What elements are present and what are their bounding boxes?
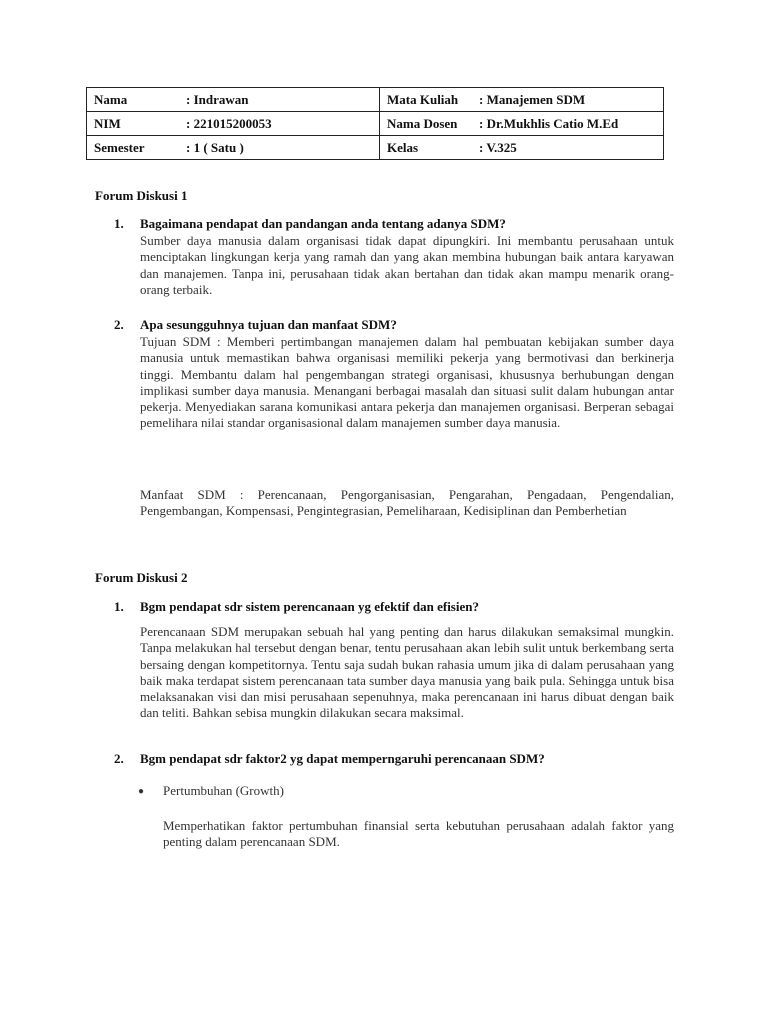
semester-label: Semester — [94, 139, 145, 155]
nama-dosen-cell — [380, 112, 664, 136]
mata-kuliah-label: Mata Kuliah — [387, 91, 459, 107]
forum-1-answer-2-tujuan: Tujuan SDM : Memberi pertimbangan manajemen dalam hal pembuatan kebijakan sumber daya manusia untuk memastikan bahwa organisasi memiliki pekerja yang bermotivasi dan berkinerja tinggi. Membantu dalam hal pengembangan strategi organisasi, khususnya berhubungan dengan implikasi sumber daya manusia. Menangani berbagai masalah dan situasi sulit dalam hubungan antar pekerja. Menyediakan sarana komunikasi antara pekerja dan manajemen organisasi. Berperan sebagai pemelihara nilai standar organisasional dalam manajemen sumber daya manusia. — [140, 334, 674, 431]
table-row — [87, 112, 664, 136]
bullet-icon: ● — [138, 786, 145, 797]
forum-2-answer-1: Perencanaan SDM merupakan sebuah hal yang penting dan harus dilakukan semaksimal mungkin. Tanpa melakukan hal tersebut dengan benar, tentu perusahaan akan lebih sulit untuk berkembang serta bersaing dengan kompetitornya. Tentu saja sudah bukan rahasia umum jika di dalam perusahaan yang baik maka terdapat sistem perencanaan tata sumber daya manusia yang baik pula. Sehingga untuk bisa melaksanakan visi dan misi perusahaan sepenuhnya, maka perencanaan ini harus dibuat dengan baik dan teliti. Bahkan sebisa mungkin dilakukan secara maksimal. — [140, 624, 674, 721]
table-row — [87, 88, 664, 112]
table-row — [87, 136, 664, 160]
question-text: Bgm pendapat sdr faktor2 yg dapat memperngaruhi perencanaan SDM? — [140, 751, 545, 766]
question-text: Bagaimana pendapat dan pandangan anda tentang adanya SDM? — [140, 216, 506, 231]
question-text: Apa sesungguhnya tujuan dan manfaat SDM? — [140, 317, 397, 332]
forum-1-question-1 — [114, 216, 674, 232]
forum-2-answer-2: Memperhatikan faktor pertumbuhan finansial serta kebutuhan perusahaan adalah faktor yang penting dalam perencanaan SDM. — [163, 818, 674, 850]
question-number: 2. — [114, 317, 124, 332]
kelas-label: Kelas — [387, 139, 419, 155]
forum-1-question-2 — [114, 317, 674, 333]
nama-cell — [87, 88, 380, 112]
nim-value: : 221015200053 — [186, 115, 272, 131]
semester-value: : 1 ( Satu ) — [186, 139, 244, 155]
nim-cell — [87, 112, 380, 136]
forum-2-bullet-item — [138, 783, 284, 799]
kelas-value: : V.325 — [479, 139, 517, 155]
kelas-cell — [380, 136, 664, 160]
student-info-table — [86, 87, 664, 160]
question-number: 2. — [114, 751, 124, 766]
forum-1-title: Forum Diskusi 1 — [95, 188, 188, 203]
nama-label: Nama — [94, 91, 128, 107]
nama-value: : Indrawan — [186, 91, 249, 107]
mata-kuliah-value: : Manajemen SDM — [479, 91, 586, 107]
question-text: Bgm pendapat sdr sistem perencanaan yg efektif dan efisien? — [140, 599, 479, 614]
nama-dosen-value: : Dr.Mukhlis Catio M.Ed — [479, 115, 619, 131]
nim-label: NIM — [94, 115, 121, 131]
forum-2-question-2 — [114, 751, 674, 767]
question-number: 1. — [114, 599, 124, 614]
forum-1-answer-1: Sumber daya manusia dalam organisasi tidak dapat dipungkiri. Ini membantu perusahaan untuk menciptakan lingkungan kerja yang ramah dan yang akan membina hubungan baik antara karyawan dan manajemen. Tanpa ini, perusahaan tidak akan bertahan dan tidak akan mampu menarik orang-orang terbaik. — [140, 233, 674, 297]
semester-cell — [87, 136, 380, 160]
forum-2-title: Forum Diskusi 2 — [95, 570, 188, 585]
question-number: 1. — [114, 216, 124, 231]
nama-dosen-label: Nama Dosen — [387, 115, 458, 131]
mata-kuliah-cell — [380, 88, 664, 112]
forum-1-answer-2-manfaat: Manfaat SDM : Perencanaan, Pengorganisasian, Pengarahan, Pengadaan, Pengendalian, Pengembangan, Kompensasi, Pengintegrasian, Pemeliharaan, Kedisiplinan dan Pemberhetian — [140, 487, 674, 519]
forum-2-question-1 — [114, 599, 674, 615]
bullet-text: Pertumbuhan (Growth) — [163, 783, 284, 798]
